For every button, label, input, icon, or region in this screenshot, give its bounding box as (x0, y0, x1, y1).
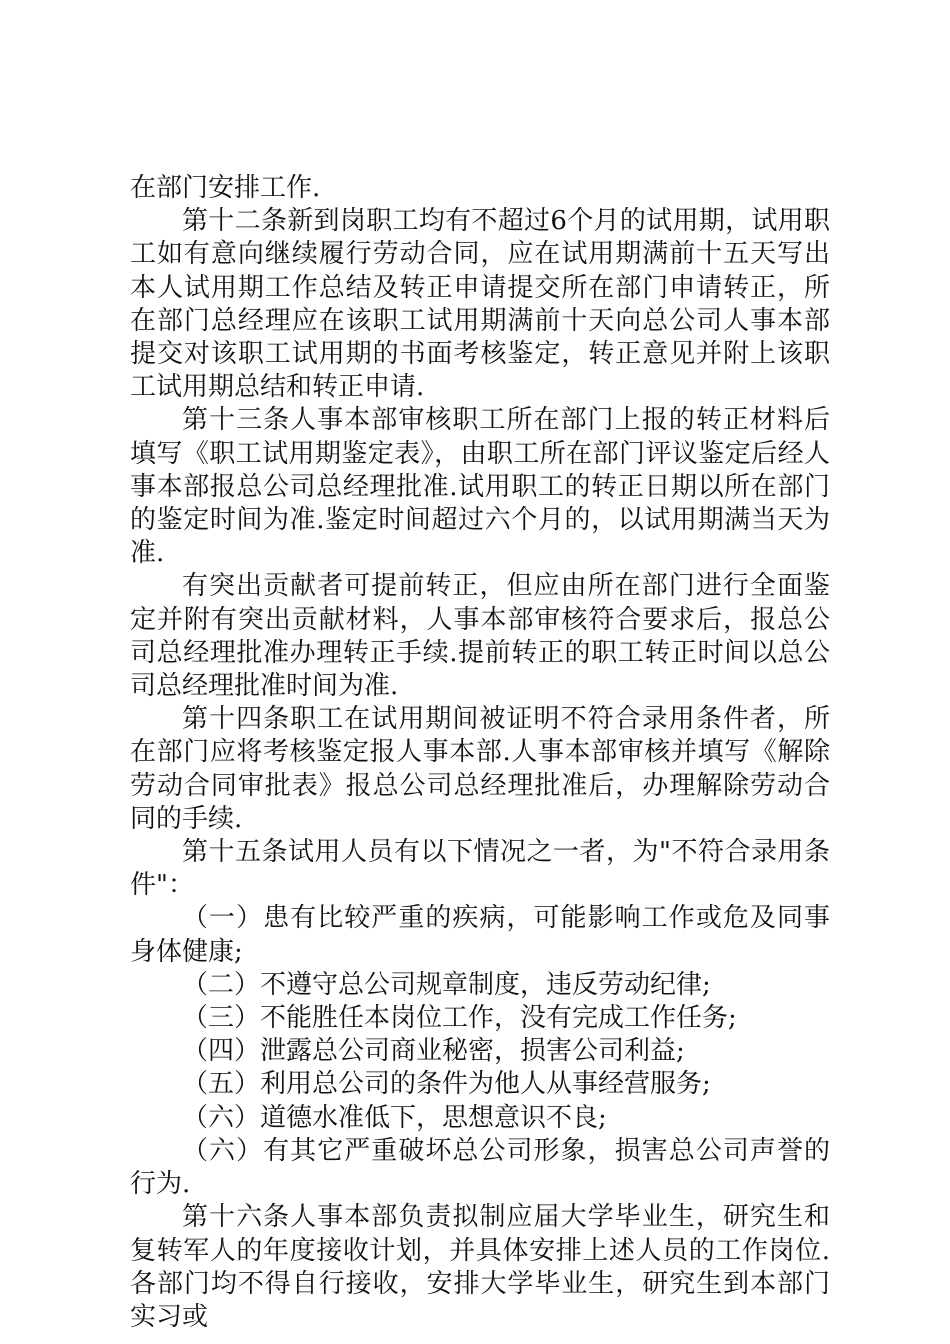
document-body (130, 172, 830, 1334)
paragraph-article-16: 第十六条人事本部负责拟制应届大学毕业生，研究生和复转军人的年度接收计划，并具体安排上述人员的工作岗位.各部门均不得自行接收，安排大学毕业生，研究生到本部门实习或 (130, 1202, 830, 1332)
list-item-condition-7: （六）有其它严重破坏总公司形象，损害总公司声誉的行为. (130, 1135, 830, 1200)
list-item-condition-2: （二）不遵守总公司规章制度，违反劳动纪律; (182, 969, 711, 1000)
paragraph-article-13: 第十三条人事本部审核职工所在部门上报的转正材料后填写《职工试用期鉴定表》，由职工所在部门评议鉴定后经人事本部报总公司总经理批准.试用职工的转正日期以所在部门的鉴定时间为准.鉴定时间超过六个月的，以试用期满当天为准. (130, 405, 830, 569)
list-item-condition-1: （一）患有比较严重的疾病，可能影响工作或危及同事身体健康; (130, 903, 830, 967)
paragraph-article-12: 第十二条新到岗职工均有不超过6个月的试用期，试用职工如有意向继续履行劳动合同，应在试用期满前十五天写出本人试用期工作总结及转正申请提交所在部门申请转正，所在部门总经理应在该职工试用期满前十天向总公司人事本部提交对该职工试用期的书面考核鉴定，转正意见并附上该职工试用期总结和转正申请. (130, 206, 830, 403)
paragraph-continuation: 在部门安排工作. (130, 173, 321, 203)
paragraph-early-confirmation: 有突出贡献者可提前转正，但应由所在部门进行全面鉴定并附有突出贡献材料，人事本部审核符合要求后，报总公司总经理批准办理转正手续.提前转正的职工转正时间以总公司总经理批准时间为准. (130, 571, 830, 702)
list-item-condition-6: （六）道德水准低下，思想意识不良; (182, 1102, 607, 1133)
list-item-condition-5: （五）利用总公司的条件为他人从事经营服务; (182, 1069, 711, 1100)
paragraph-article-15: 第十五条试用人员有以下情况之一者，为"不符合录用条件"： (130, 837, 830, 901)
list-item-condition-4: （四）泄露总公司商业秘密，损害公司利益; (182, 1036, 685, 1067)
list-item-condition-3: （三）不能胜任本岗位工作，没有完成工作任务; (182, 1003, 737, 1034)
paragraph-article-14: 第十四条职工在试用期间被证明不符合录用条件者，所在部门应将考核鉴定报人事本部.人事本部审核并填写《解除劳动合同审批表》报总公司总经理批准后，办理解除劳动合同的手续. (130, 704, 830, 834)
